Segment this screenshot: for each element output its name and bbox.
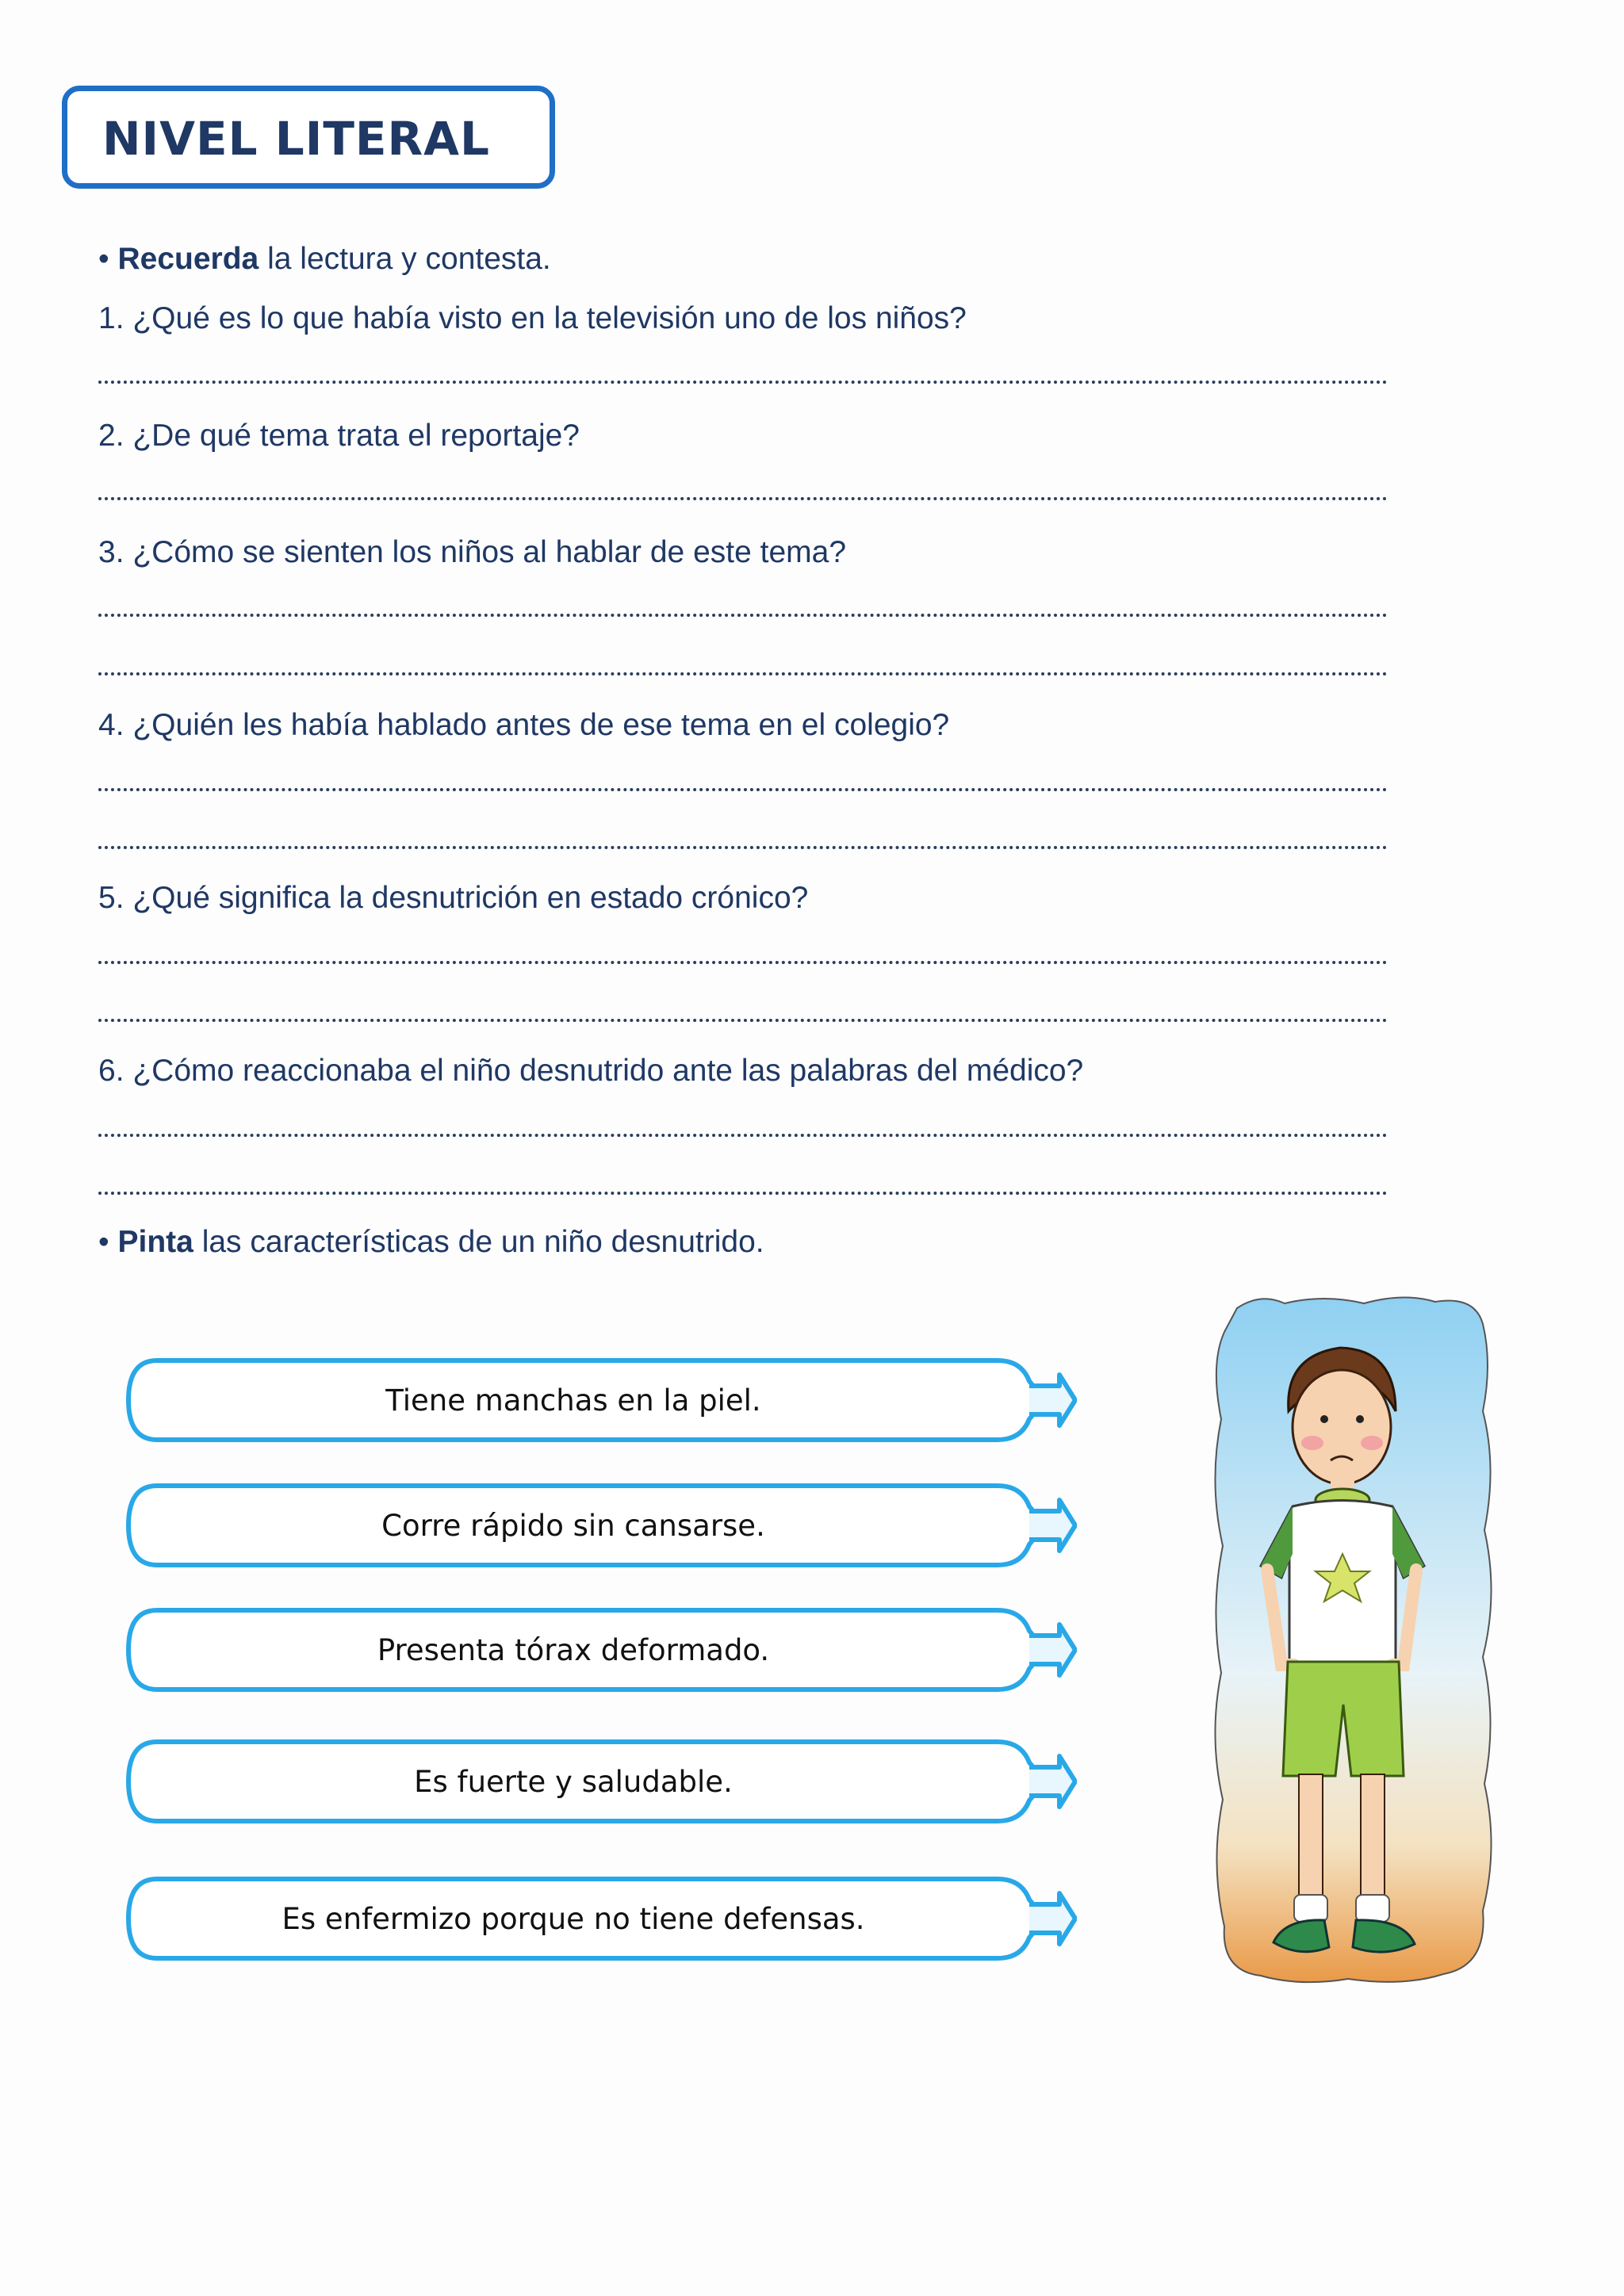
question-4: 4. ¿Quién les había hablado antes de ese tema en el colegio?	[98, 708, 950, 742]
answer-line[interactable]	[98, 497, 1388, 500]
question-6: 6. ¿Cómo reaccionaba el niño desnutrido ante las palabras del médico?	[98, 1054, 1084, 1088]
instruction-pinta	[98, 1225, 764, 1260]
option-label: Es fuerte y saludable.	[414, 1764, 733, 1799]
question-5: 5. ¿Qué significa la desnutrición en estado crónico?	[98, 881, 809, 915]
answer-line[interactable]	[98, 614, 1388, 617]
instruction-verb: Pinta	[117, 1225, 193, 1259]
answer-line[interactable]	[98, 1019, 1388, 1022]
option-box[interactable]	[125, 1483, 1077, 1568]
instruction-text: la lectura y contesta.	[259, 242, 551, 276]
instruction-recuerda	[98, 242, 551, 277]
question-1: 1. ¿Qué es lo que había visto en la televisión uno de los niños?	[98, 301, 967, 335]
option-box[interactable]	[125, 1357, 1077, 1443]
option-label: Presenta tórax deformado.	[377, 1632, 770, 1667]
answer-line[interactable]	[98, 961, 1388, 964]
answer-line[interactable]	[98, 1134, 1388, 1137]
answer-line[interactable]	[98, 381, 1388, 384]
option-box[interactable]	[125, 1607, 1077, 1693]
answer-line[interactable]	[98, 846, 1388, 849]
option-box[interactable]	[125, 1876, 1077, 1961]
question-3: 3. ¿Cómo se sienten los niños al hablar de este tema?	[98, 535, 847, 569]
answer-line[interactable]	[98, 788, 1388, 791]
option-label: Tiene manchas en la piel.	[385, 1383, 761, 1418]
answer-line[interactable]	[98, 1192, 1388, 1195]
boy-illustration	[1205, 1292, 1499, 1987]
bullet: •	[98, 1225, 109, 1259]
option-box[interactable]	[125, 1739, 1077, 1824]
option-label: Es enfermizo porque no tiene defensas.	[282, 1901, 865, 1936]
instruction-text: las características de un niño desnutrido.	[193, 1225, 764, 1259]
section-title: NIVEL LITERAL	[102, 112, 491, 166]
section-title-box	[62, 86, 555, 189]
option-label: Corre rápido sin cansarse.	[381, 1508, 765, 1543]
answer-line[interactable]	[98, 672, 1388, 675]
question-2: 2. ¿De qué tema trata el reportaje?	[98, 419, 580, 453]
instruction-verb: Recuerda	[117, 242, 259, 276]
bullet: •	[98, 242, 109, 276]
